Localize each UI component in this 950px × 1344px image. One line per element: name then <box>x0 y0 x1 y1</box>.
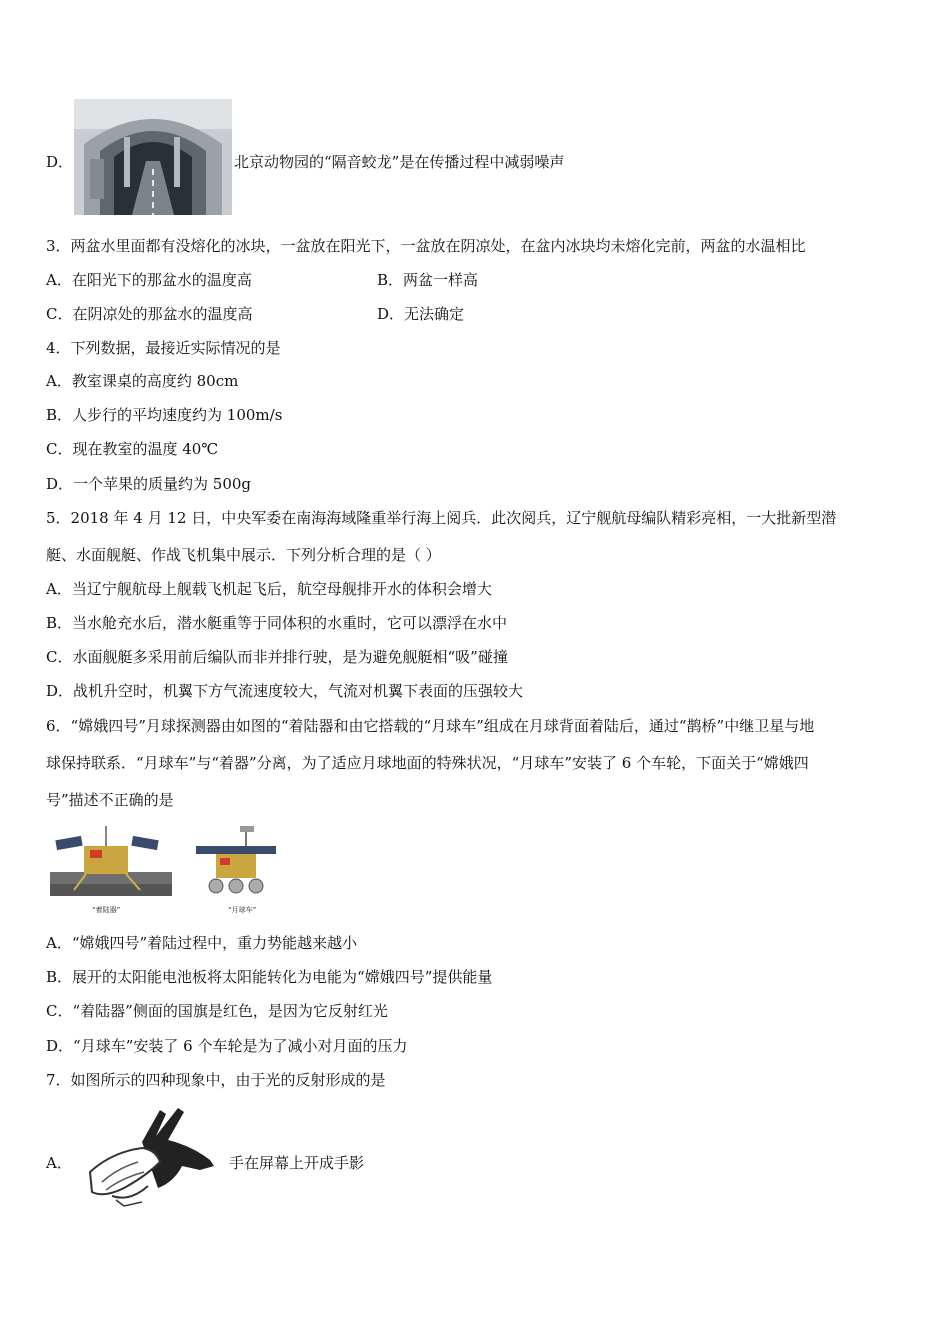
q4-option-d: D．一个苹果的质量约为 500g <box>46 475 252 493</box>
rover-caption: “月球车” <box>228 906 257 914</box>
q3-option-d: D．无法确定 <box>377 305 465 323</box>
q7-option-a-text: 手在屏幕上开成手影 <box>229 1154 365 1172</box>
q7-option-a-letter: A． <box>46 1154 72 1172</box>
q4-option-c: C．现在教室的温度 40℃ <box>46 440 219 458</box>
q2-option-d-letter: D． <box>46 153 74 171</box>
lander-caption: “着陆器” <box>92 906 121 914</box>
noise-barrier-tunnel-photo <box>74 99 232 215</box>
hand-shadow-picture <box>82 1102 218 1210</box>
q3-option-a: A．在阳光下的那盆水的温度高 <box>46 271 252 289</box>
lander-picture <box>50 824 172 904</box>
q2-option-d-text: 北京动物园的“隔音蛟龙”是在传播过程中减弱噪声 <box>234 153 565 171</box>
q6-stem-line3: 号”描述不正确的是 <box>46 791 174 809</box>
q4-option-b: B．人步行的平均速度约为 100m/s <box>46 406 283 424</box>
q5-option-b: B．当水舱充水后，潜水艇重等于同体积的水重时，它可以漂浮在水中 <box>46 614 508 632</box>
q6-option-a: A．“嫦娥四号”着陆过程中，重力势能越来越小 <box>46 934 358 952</box>
q6-stem-line2: 球保持联系．“月球车”与“着器”分离，为了适应月球地面的特殊状况，“月球车”安装了 6 个车轮，下面关于“嫦娥四 <box>46 754 809 772</box>
q5-option-c: C．水面舰艇多采用前后编队而非并排行驶，是为避免舰艇相“吸”碰撞 <box>46 648 508 666</box>
q3-option-b: B．两盆一样高 <box>377 271 479 289</box>
q3-stem: 3．两盆水里面都有没熔化的冰块，一盆放在阳光下，一盆放在阴凉处，在盆内冰块均未熔化完前，两盆的水温相比 <box>46 237 806 255</box>
q5-option-d: D．战机升空时，机翼下方气流速度较大，气流对机翼下表面的压强较大 <box>46 682 524 700</box>
q7-stem: 7．如图所示的四种现象中，由于光的反射形成的是 <box>46 1071 386 1089</box>
q6-option-d: D．“月球车”安装了 6 个车轮是为了减小对月面的压力 <box>46 1037 408 1055</box>
q5-option-a: A．当辽宁舰航母上舰载飞机起飞后，航空母舰排开水的体积会增大 <box>46 580 492 598</box>
q4-option-a: A．教室课桌的高度约 80cm <box>46 372 239 390</box>
q4-stem: 4．下列数据，最接近实际情况的是 <box>46 339 281 357</box>
q6-option-c: C．“着陆器”侧面的国旗是红色，是因为它反射红光 <box>46 1002 388 1020</box>
q6-option-b: B．展开的太阳能电池板将太阳能转化为电能为“嫦娥四号”提供能量 <box>46 968 493 986</box>
rover-picture <box>186 824 290 902</box>
q5-stem-line1: 5．2018 年 4 月 12 日，中央军委在南海海域隆重举行海上阅兵．此次阅兵，辽宁舰航母编队精彩亮相，一大批新型潜 <box>46 509 837 527</box>
q3-option-c: C．在阴凉处的那盆水的温度高 <box>46 305 253 323</box>
q5-stem-line2: 艇、水面舰艇、作战飞机集中展示．下列分析合理的是（ ） <box>46 546 441 564</box>
q6-stem-line1: 6．“嫦娥四号”月球探测器由如图的“着陆器和由它搭载的“月球车”组成在月球背面着陆后，通过“鹊桥”中继卫星与地 <box>46 717 815 735</box>
